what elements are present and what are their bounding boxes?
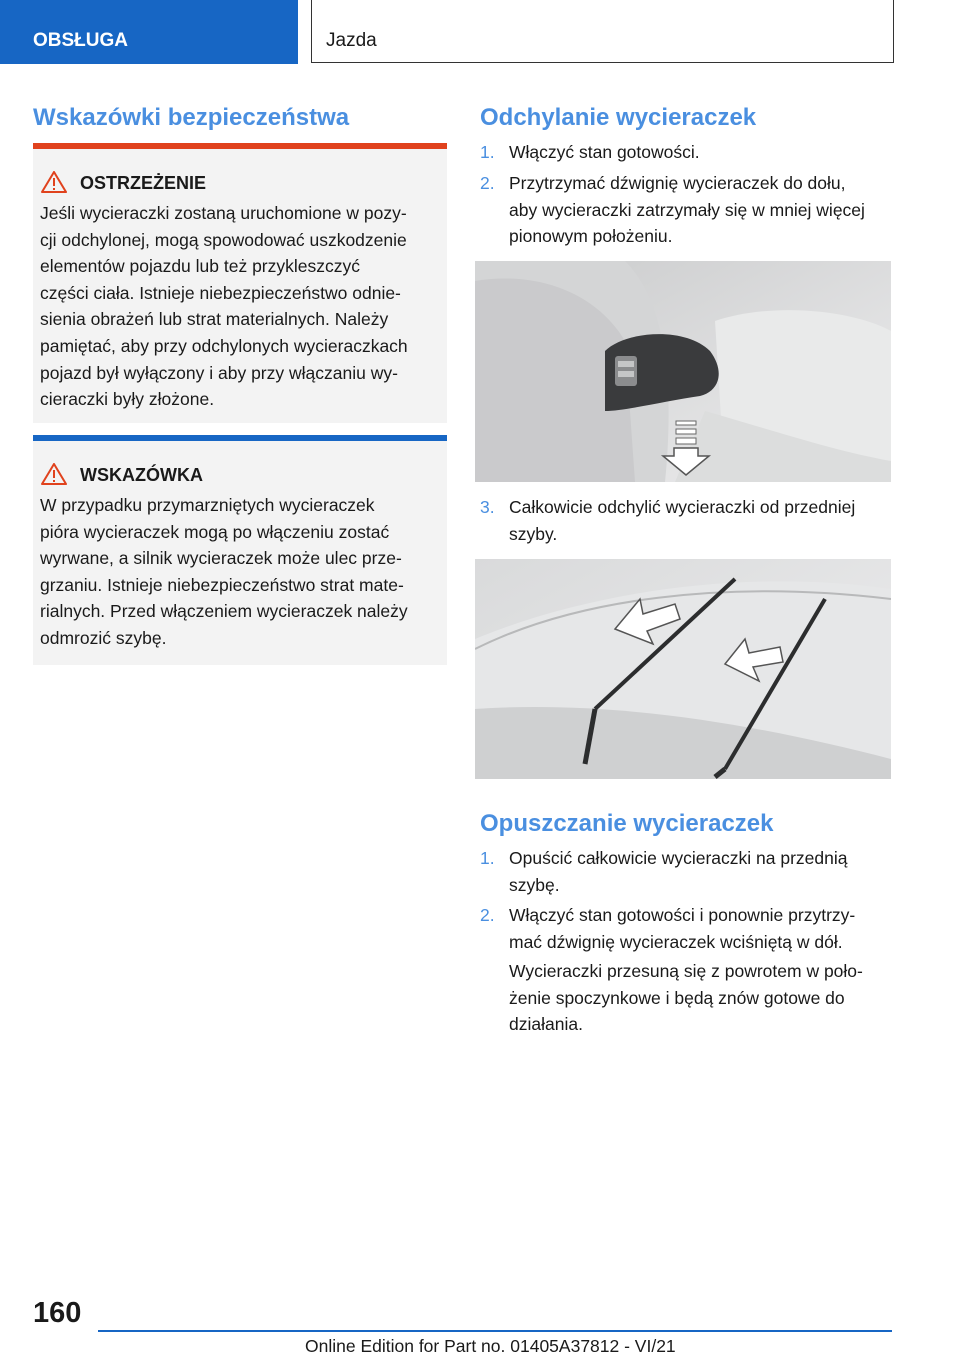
note-box bbox=[33, 435, 447, 665]
warning-accent-bar bbox=[33, 143, 447, 149]
edition-footer: Online Edition for Part no. 01405A37812 - VI/21 bbox=[305, 1336, 676, 1356]
step-number: 1. bbox=[480, 848, 495, 868]
step-line: Opuścić całkowicie wycieraczki na przednią bbox=[509, 848, 848, 868]
chapter-header bbox=[311, 0, 894, 63]
note-line: wyrwane, a silnik wycieraczek może ulec prze‐ bbox=[40, 548, 402, 569]
lower-wipers-heading: Opuszczanie wycieraczek bbox=[480, 810, 774, 837]
step-line: Włączyć stan gotowości i ponownie przytrzy‐ bbox=[509, 905, 856, 925]
step-line: Przytrzymać dźwignię wycieraczek do dołu, bbox=[509, 173, 846, 193]
warning-line: pamiętać, aby przy odchylonych wycieraczkach bbox=[40, 335, 408, 356]
step-number: 3. bbox=[480, 497, 495, 517]
warning-line: cieraczki były złożone. bbox=[40, 389, 215, 410]
followup-line: żenie spoczynkowe i będą znów gotowe do bbox=[509, 987, 845, 1008]
warning-box bbox=[33, 143, 447, 423]
note-line: grzaniu. Istnieje niebezpieczeństwo strat mate‐ bbox=[40, 574, 404, 595]
section-tab-label: OBSŁUGA bbox=[33, 30, 128, 51]
warning-line: elementów pojazdu lub też przykleszczyć bbox=[40, 256, 361, 277]
tilt-wipers-heading: Odchylanie wycieraczek bbox=[480, 104, 757, 131]
step-number: 1. bbox=[480, 142, 495, 162]
warning-line: Jeśli wycieraczki zostaną uruchomione w pozy‐ bbox=[40, 203, 407, 223]
step-line: szybę. bbox=[509, 874, 560, 895]
warning-line: części ciała. Istnieje niebezpieczeństwo odnie‐ bbox=[40, 282, 401, 303]
step-line: Całkowicie odchylić wycieraczki od przedniej bbox=[509, 497, 856, 517]
warning-line: cji odchylonej, mogą spowodować uszkodzenie bbox=[40, 229, 407, 250]
followup-line: działania. bbox=[509, 1014, 583, 1035]
note-line: W przypadku przymarzniętych wycieraczek bbox=[40, 495, 375, 515]
step-number: 2. bbox=[480, 905, 495, 925]
note-line: rialnych. Przed włączeniem wycieraczek należy bbox=[40, 601, 408, 622]
step-number: 2. bbox=[480, 173, 495, 193]
note-text bbox=[40, 492, 444, 652]
step-line: aby wycieraczki zatrzymały się w mniej więcej bbox=[509, 199, 865, 220]
note-line: pióra wycieraczek mogą po włączeniu zostać bbox=[40, 521, 390, 542]
step-line: pionowym położeniu. bbox=[509, 226, 673, 247]
page-number: 160 bbox=[33, 1297, 82, 1329]
warning-triangle-icon bbox=[41, 463, 67, 485]
footer-divider bbox=[98, 1330, 892, 1332]
step-line: szyby. bbox=[509, 523, 558, 544]
note-accent-bar bbox=[33, 435, 447, 441]
warning-triangle-icon bbox=[41, 171, 67, 193]
warning-line: sienia obrażeń lub strat materialnych. Należy bbox=[40, 309, 389, 330]
wipers-tilted-illustration bbox=[475, 559, 891, 779]
chapter-title: Jazda bbox=[326, 30, 377, 51]
note-line: odmrozić szybę. bbox=[40, 627, 167, 648]
section-tab bbox=[0, 0, 298, 64]
followup-line: Wycieraczki przesuną się z powrotem w poło‐ bbox=[509, 961, 863, 981]
step-line: mać dźwignię wycieraczek wciśniętą w dół. bbox=[509, 931, 843, 952]
safety-heading: Wskazówki bezpieczeństwa bbox=[33, 104, 350, 131]
warning-title: OSTRZEŻENIE bbox=[80, 173, 207, 193]
wiper-lever-illustration bbox=[475, 261, 891, 482]
note-title: WSKAZÓWKA bbox=[80, 465, 203, 485]
warning-line: pojazd był wyłączony i aby przy włączaniu wy‐ bbox=[40, 362, 398, 383]
warning-text bbox=[40, 200, 444, 413]
step-line: Włączyć stan gotowości. bbox=[509, 142, 700, 162]
